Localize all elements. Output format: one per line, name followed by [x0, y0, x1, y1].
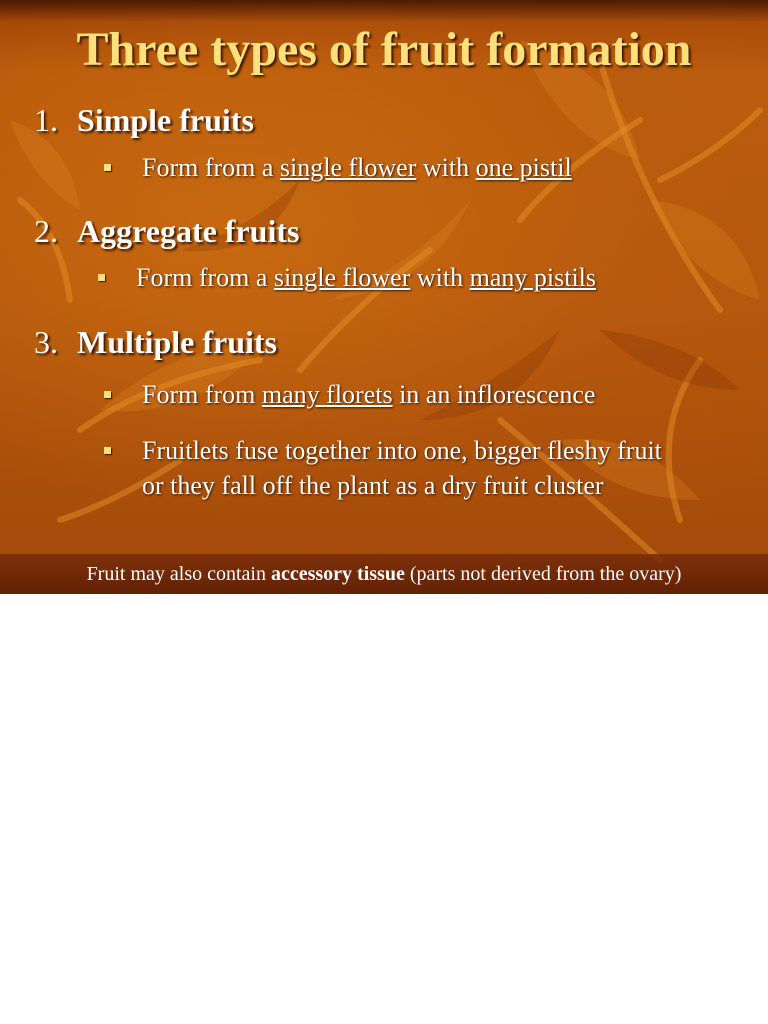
square-bullet-icon — [104, 447, 111, 454]
bullet-text: Form from a single flower with many pistils — [136, 263, 597, 292]
list-item-multiple-fruits — [34, 324, 277, 361]
list-item-simple-fruits — [34, 102, 254, 139]
list-item-aggregate-fruits — [34, 213, 299, 250]
slide-title: Three types of fruit formation — [76, 23, 692, 76]
item-number: 1. — [34, 102, 58, 138]
item-heading: Simple fruits — [77, 102, 254, 138]
footer-note — [0, 554, 768, 594]
square-bullet-icon — [104, 391, 111, 398]
square-bullet-icon — [98, 274, 105, 281]
square-bullet-icon — [104, 164, 111, 171]
item-heading: Aggregate fruits — [77, 213, 300, 249]
item-number: 3. — [34, 324, 58, 360]
bullet-text: Form from a single flower with one pistil — [142, 153, 572, 182]
bullet-text: Form from many florets in an inflorescence — [142, 380, 596, 409]
footer-text-bold: accessory tissue — [270, 563, 405, 585]
bullet-text-line-2: or they fall off the plant as a dry fruit cluster — [142, 471, 604, 500]
item-heading: Multiple fruits — [77, 324, 277, 360]
footer-text-post: (parts not derived from the ovary) — [404, 563, 682, 585]
bullet-text-line-1: Fruitlets fuse together into one, bigger fleshy fruit — [142, 436, 662, 465]
item-number: 2. — [34, 213, 58, 249]
footer-text-pre: Fruit may also contain — [86, 563, 271, 585]
